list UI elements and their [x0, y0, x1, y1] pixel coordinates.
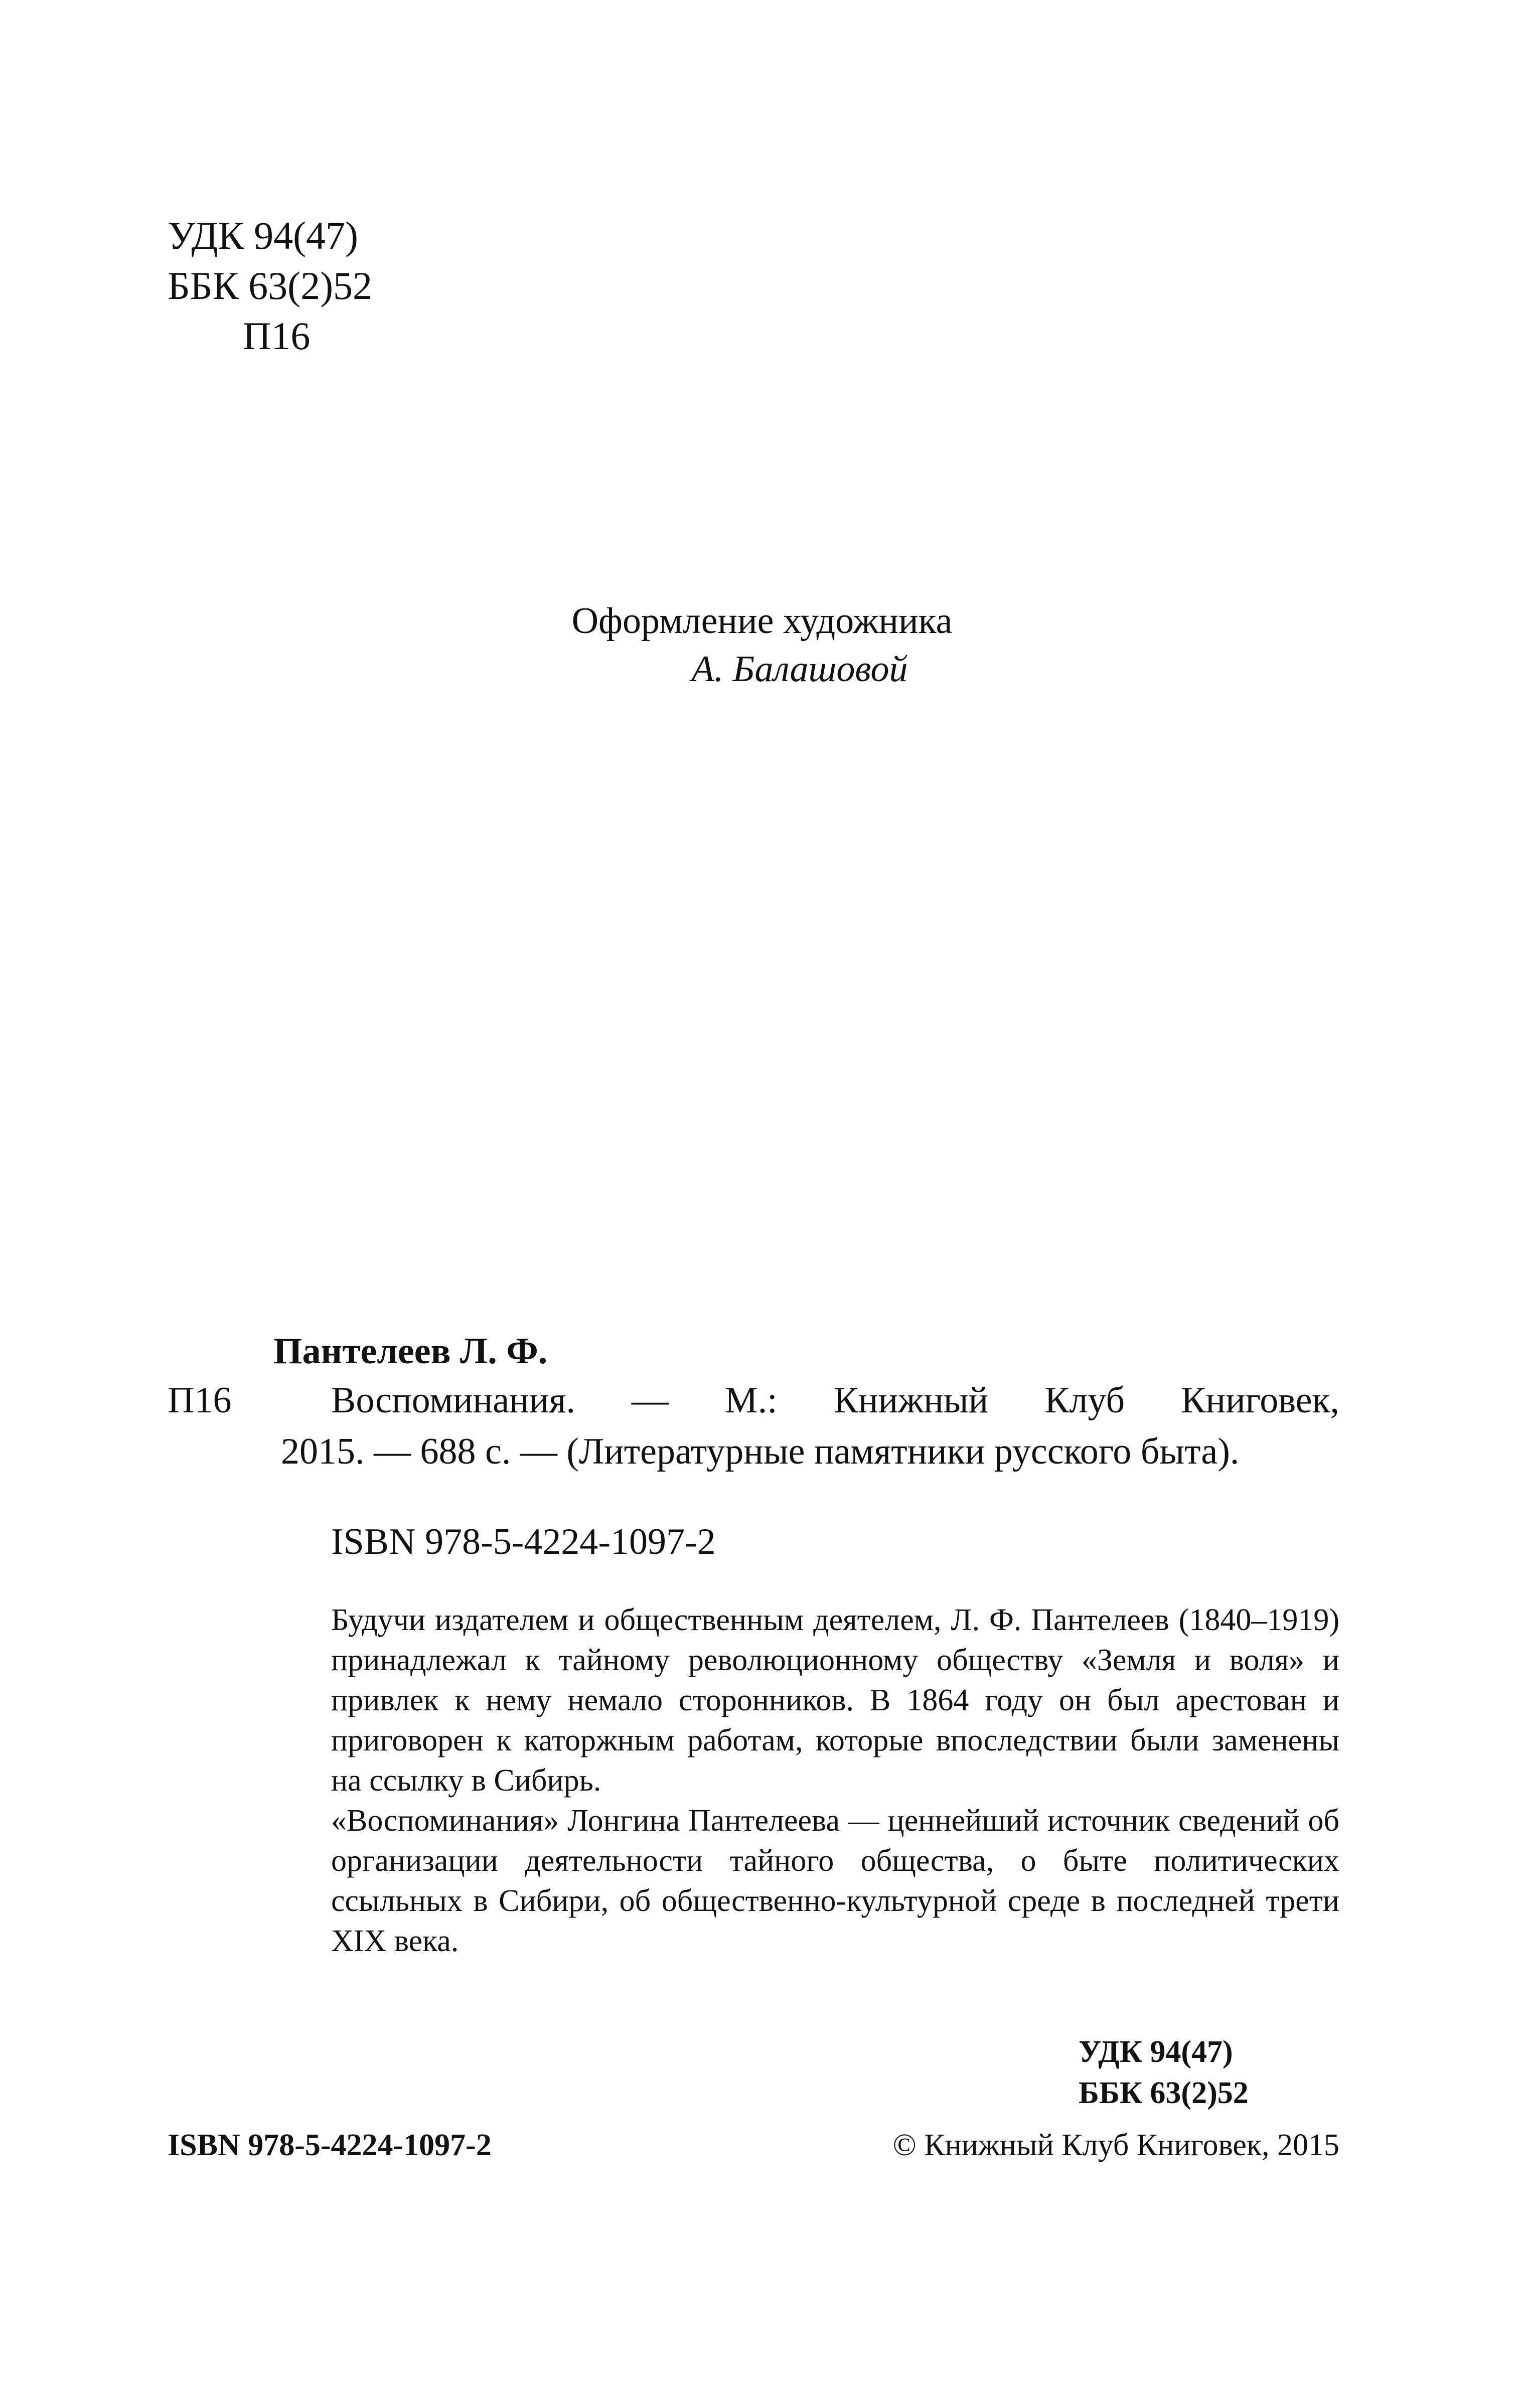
- annotation-bbk: ББК 63(2)52: [1079, 2076, 1249, 2110]
- record-author-sign: П16: [168, 1380, 232, 1421]
- classification-codes: [168, 211, 372, 361]
- annotation-paragraph: Будучи издателем и общественным деятелем, Л. Ф. Пантелеев (1840–1919) принадлежал к тайному революционному обществу «Земля и воля» и привлек к нему немало сторонников. В 1864 году он был арестован и приговорен к каторжным работам, которые впоследствии были заменены на ссылку в Сибирь.: [331, 1603, 1339, 1798]
- record-publication-line: 2015. — 688 с. — (Литературные памятники русского быта).: [281, 1431, 1240, 1472]
- author-sign: П16: [243, 314, 311, 358]
- bbk-code: ББК 63(2)52: [168, 264, 373, 307]
- udk-code: УДК 94(47): [168, 214, 359, 257]
- design-label: Оформление художника: [571, 600, 953, 641]
- annotation-codes: [1079, 2031, 1339, 2114]
- annotation-udk: УДК 94(47): [1079, 2035, 1233, 2069]
- annotation: [331, 1600, 1339, 1961]
- design-credit: [0, 597, 1524, 693]
- record-isbn: ISBN 978-5-4224-1097-2: [331, 1521, 716, 1562]
- record-title-line: Воспоминания. — М.: Книжный Клуб Книговек,: [331, 1380, 1339, 1421]
- record-author: Пантелеев Л. Ф.: [273, 1331, 548, 1372]
- annotation-paragraph: «Воспоминания» Лонгина Пантелеева — ценнейший источник сведений об организации деятельности тайного общества, о быте политических ссыльных в Сибири, об общественно-культурной среде в последней трети XIX века.: [331, 1804, 1339, 1958]
- footer-copyright: © Книжный Клуб Книговек, 2015: [892, 2128, 1339, 2162]
- artist-name: А. Балашовой: [691, 649, 908, 690]
- footer-isbn: ISBN 978-5-4224-1097-2: [168, 2128, 492, 2162]
